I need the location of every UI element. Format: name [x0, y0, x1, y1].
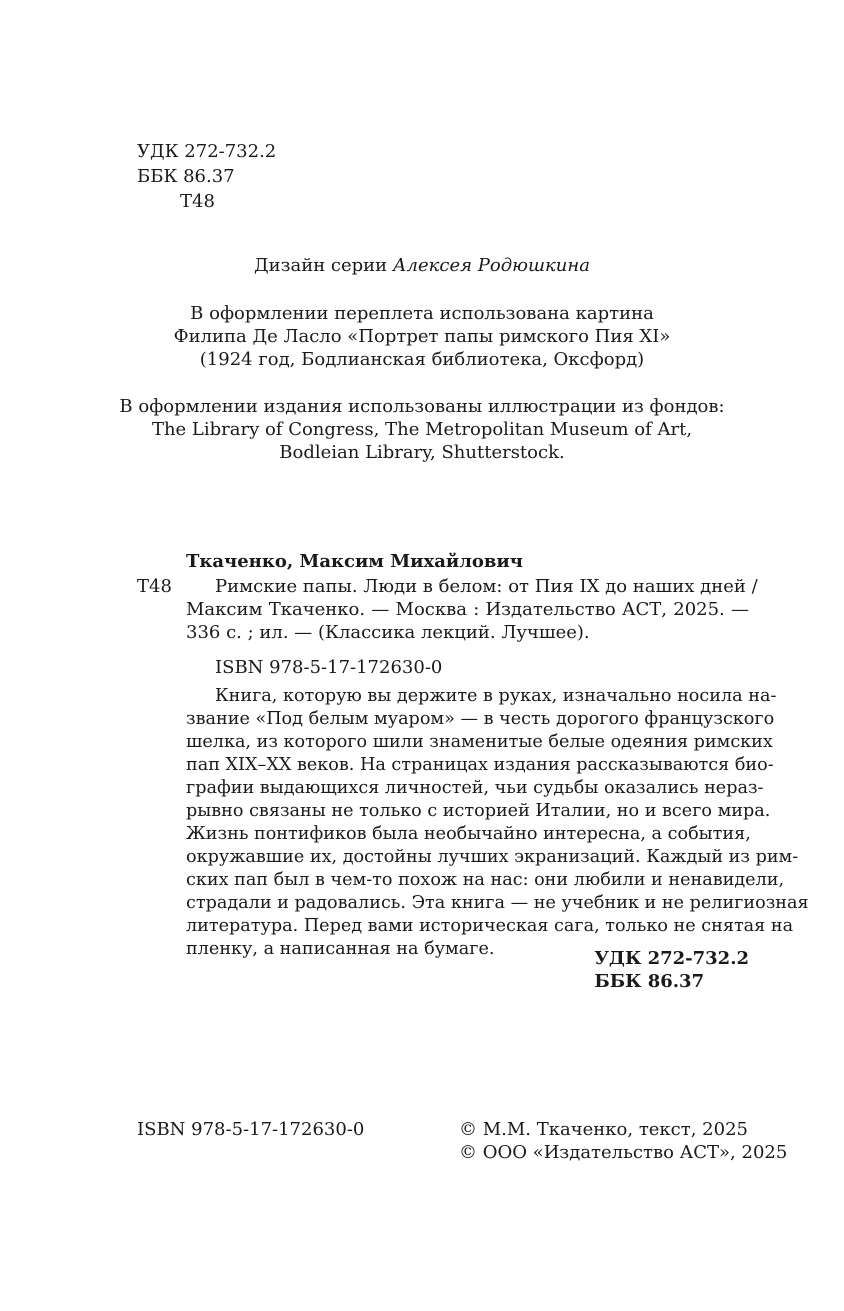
copyright-line: © М.М. Ткаченко, текст, 2025: [459, 1119, 748, 1140]
binding-note-line: Филипа Де Ласло «Портрет папы римского Пия XI»: [173, 326, 671, 347]
annotation-line: ских пап был в чем-то похож на нас: они любили и ненавидели,: [186, 870, 785, 890]
catalog-description: [186, 575, 758, 644]
annotation-line: рывно связаны не только с историей Италии, но и всего мира.: [186, 801, 771, 821]
bbk-code-right: ББК 86.37: [594, 971, 705, 992]
binding-note-line: (1924 год, Бодлианская библиотека, Оксфорд): [199, 349, 645, 370]
binding-note: [0, 302, 844, 371]
annotation-line: Жизнь понтификов была необычайно интересна, а события,: [186, 824, 751, 844]
catalog-mark: Т48: [137, 576, 172, 597]
copyright-line: © ООО «Издательство АСТ», 2025: [459, 1142, 788, 1163]
illustrations-note-line: The Library of Congress, The Metropolitan Museum of Art,: [151, 419, 693, 440]
binding-note-line: В оформлении переплета использована картина: [190, 303, 654, 324]
annotation-line: графии выдающихся личностей, чьи судьбы оказались нераз-: [186, 778, 764, 798]
udk-code-right: УДК 272-732.2: [594, 948, 749, 969]
annotation-line: звание «Под белым муаром» — в честь дорогого французского: [186, 709, 775, 729]
annotation-line: страдали и радовались. Эта книга — не учебник и не религиозная: [186, 893, 809, 913]
annotation-line: пап XIX–XX веков. На страницах издания рассказываются био-: [186, 755, 774, 775]
right-classification-codes: [594, 947, 749, 993]
catalog-line: Максим Ткаченко. — Москва : Издательство АСТ, 2025. —: [186, 599, 749, 620]
design-prefix: Дизайн серии: [254, 255, 393, 276]
annotation-line: пленку, а написанная на бумаге.: [186, 939, 495, 959]
illustrations-note: [0, 395, 844, 464]
udk-code: УДК 272-732.2: [137, 141, 277, 162]
annotation-line: шелка, из которого шили знаменитые белые одеяния римских: [186, 732, 773, 752]
catalog-isbn: ISBN 978-5-17-172630-0: [215, 657, 443, 678]
copyright-block: [459, 1118, 787, 1164]
annotation-line: окружавшие их, достойны лучших экранизаций. Каждый из рим-: [186, 847, 799, 867]
series-design-credit: [0, 254, 844, 277]
bbk-code: ББК 86.37: [137, 166, 235, 187]
catalog-author: Ткаченко, Максим Михайлович: [186, 551, 523, 572]
annotation-line: литература. Перед вами историческая сага, только не снятая на: [186, 916, 794, 936]
catalog-line: Римские папы. Люди в белом: от Пия IX до наших дней /: [215, 576, 758, 597]
designer-name: Алексея Родюшкина: [392, 255, 590, 276]
footer-isbn: ISBN 978-5-17-172630-0: [137, 1119, 365, 1140]
illustrations-note-line: Bodleian Library, Shutterstock.: [279, 442, 565, 463]
author-mark: Т48: [180, 191, 215, 212]
annotation-line: Книга, которую вы держите в руках, изначально носила на-: [215, 686, 777, 706]
classification-codes: [137, 139, 276, 214]
catalog-line: 336 с. ; ил. — (Классика лекций. Лучшее).: [186, 622, 590, 643]
illustrations-note-line: В оформлении издания использованы иллюстрации из фондов:: [119, 396, 725, 417]
annotation: [186, 685, 809, 961]
